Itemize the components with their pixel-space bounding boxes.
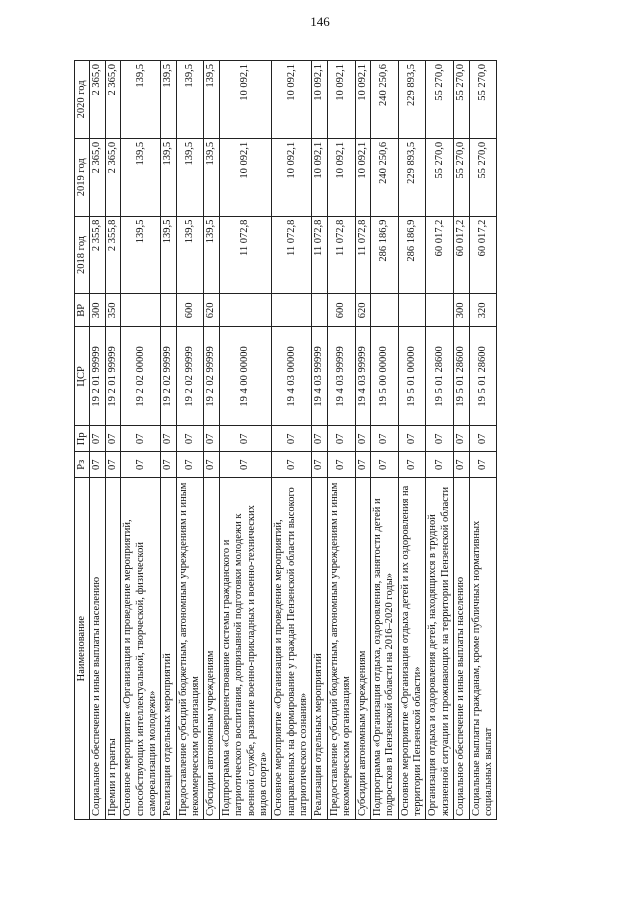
table-row: [204, 61, 219, 820]
cell-pr: 07: [355, 426, 370, 452]
cell-2020: 240 250,6: [370, 61, 398, 139]
cell-2019: 10 092,1: [327, 138, 355, 216]
table-row: [398, 61, 426, 820]
cell-2019: 55 270,0: [454, 138, 469, 216]
cell-2020: 139,5: [176, 61, 204, 139]
header-csr: ЦСР: [75, 327, 90, 426]
cell-2018: 11 072,8: [272, 216, 312, 294]
cell-2018: 139,5: [176, 216, 204, 294]
cell-2019: 10 092,1: [355, 138, 370, 216]
cell-2020: 2 365,0: [105, 61, 120, 139]
cell-2018: 139,5: [204, 216, 219, 294]
cell-2018: 60 017,2: [454, 216, 469, 294]
table-row: [219, 61, 272, 820]
cell-csr: 19 2 02 99999: [204, 327, 219, 426]
cell-2018: 11 072,8: [355, 216, 370, 294]
table-row: [105, 61, 120, 820]
cell-2019: 229 893,5: [398, 138, 426, 216]
cell-pr: 07: [426, 426, 454, 452]
cell-rz: 07: [426, 452, 454, 478]
cell-name: Реализация отдельных мероприятий: [312, 478, 327, 820]
cell-vr: [398, 294, 426, 327]
cell-2020: 10 092,1: [219, 61, 272, 139]
table-row: [121, 61, 161, 820]
cell-rz: 07: [454, 452, 469, 478]
cell-2019: 10 092,1: [219, 138, 272, 216]
header-2020: 2020 год: [75, 61, 90, 139]
cell-vr: [219, 294, 272, 327]
header-pr: Пр: [75, 426, 90, 452]
page-number: 146: [310, 14, 330, 29]
cell-pr: 07: [90, 426, 105, 452]
cell-2019: 2 365,0: [90, 138, 105, 216]
cell-csr: 19 5 01 00000: [398, 327, 426, 426]
cell-csr: 19 2 01 99999: [90, 327, 105, 426]
cell-pr: 07: [469, 426, 497, 452]
cell-rz: 07: [105, 452, 120, 478]
cell-2020: 55 270,0: [426, 61, 454, 139]
cell-pr: 07: [176, 426, 204, 452]
header-name: Наименование: [75, 478, 90, 820]
cell-rz: 07: [121, 452, 161, 478]
cell-2020: 10 092,1: [355, 61, 370, 139]
table-row: [426, 61, 454, 820]
cell-2020: 139,5: [121, 61, 161, 139]
cell-pr: 07: [121, 426, 161, 452]
cell-2018: 139,5: [121, 216, 161, 294]
cell-2020: 2 365,0: [90, 61, 105, 139]
cell-name: Основное мероприятие «Организация и проведение мероприятий, способствующих интеллектуальной, творческой, физической самореализации молодежи»: [121, 478, 161, 820]
table-row: [370, 61, 398, 820]
cell-2020: 229 893,5: [398, 61, 426, 139]
cell-2018: 139,5: [161, 216, 176, 294]
cell-csr: 19 4 03 00000: [272, 327, 312, 426]
budget-table: [74, 60, 497, 820]
cell-csr: 19 5 01 28600: [454, 327, 469, 426]
cell-pr: 07: [105, 426, 120, 452]
cell-2019: 10 092,1: [272, 138, 312, 216]
cell-name: Субсидии автономным учреждениям: [355, 478, 370, 820]
cell-2018: 11 072,8: [327, 216, 355, 294]
cell-2018: 286 186,9: [370, 216, 398, 294]
cell-2019: 55 270,0: [426, 138, 454, 216]
cell-2019: 10 092,1: [312, 138, 327, 216]
cell-vr: 350: [105, 294, 120, 327]
cell-pr: 07: [161, 426, 176, 452]
budget-table-container: [74, 60, 564, 820]
cell-vr: [121, 294, 161, 327]
cell-vr: [312, 294, 327, 327]
cell-2019: 240 250,6: [370, 138, 398, 216]
cell-csr: 19 2 02 99999: [161, 327, 176, 426]
cell-pr: 07: [454, 426, 469, 452]
cell-csr: 19 4 03 99999: [312, 327, 327, 426]
table-header-row: [75, 61, 90, 820]
cell-2020: 139,5: [204, 61, 219, 139]
cell-pr: 07: [272, 426, 312, 452]
header-2018: 2018 год: [75, 216, 90, 294]
cell-rz: 07: [398, 452, 426, 478]
cell-vr: 620: [204, 294, 219, 327]
cell-name: Предоставление субсидий бюджетным, автономным учреждениям и иным некоммерческим организациям: [176, 478, 204, 820]
cell-name: Социальные выплаты гражданам, кроме публичных нормативных социальных выплат: [469, 478, 497, 820]
cell-name: Премии и гранты: [105, 478, 120, 820]
cell-2018: 11 072,8: [219, 216, 272, 294]
cell-2019: 2 365,0: [105, 138, 120, 216]
header-vr: ВР: [75, 294, 90, 327]
cell-pr: 07: [204, 426, 219, 452]
cell-csr: 19 4 00 00000: [219, 327, 272, 426]
table-row: [161, 61, 176, 820]
cell-pr: 07: [219, 426, 272, 452]
cell-2020: 55 270,0: [454, 61, 469, 139]
cell-csr: 19 5 01 28600: [426, 327, 454, 426]
cell-pr: 07: [398, 426, 426, 452]
cell-csr: 19 2 02 00000: [121, 327, 161, 426]
cell-2018: 11 072,8: [312, 216, 327, 294]
cell-rz: 07: [219, 452, 272, 478]
header-rz: Рз: [75, 452, 90, 478]
cell-pr: 07: [327, 426, 355, 452]
cell-name: Реализация отдельных мероприятий: [161, 478, 176, 820]
cell-name: Подпрограмма «Совершенствование системы гражданского и патриотического воспитания, допризывной подготовки молодежи к военной службе, развитие военно-прикладных и военно-технических видов спорта»: [219, 478, 272, 820]
cell-name: Основное мероприятие «Организация и проведение мероприятий, направленных на формирование у граждан Пензенской области высокого патриотического сознания»: [272, 478, 312, 820]
cell-name: Социальное обеспечение и иные выплаты населению: [90, 478, 105, 820]
cell-csr: 19 2 01 99999: [105, 327, 120, 426]
cell-rz: 07: [469, 452, 497, 478]
cell-2018: 286 186,9: [398, 216, 426, 294]
cell-2020: 55 270,0: [469, 61, 497, 139]
cell-csr: 19 2 02 99999: [176, 327, 204, 426]
cell-vr: [272, 294, 312, 327]
cell-vr: 600: [327, 294, 355, 327]
cell-2018: 60 017,2: [426, 216, 454, 294]
cell-vr: 300: [454, 294, 469, 327]
table-row: [327, 61, 355, 820]
cell-rz: 07: [312, 452, 327, 478]
table-row: [90, 61, 105, 820]
cell-rz: 07: [272, 452, 312, 478]
cell-2019: 139,5: [161, 138, 176, 216]
cell-csr: 19 4 03 99999: [327, 327, 355, 426]
cell-name: Организация отдыха и оздоровления детей, находящихся в трудной жизненной ситуации и проживающих на территории Пензенской области: [426, 478, 454, 820]
cell-2019: 139,5: [121, 138, 161, 216]
table-row: [272, 61, 312, 820]
cell-pr: 07: [312, 426, 327, 452]
cell-2020: 139,5: [161, 61, 176, 139]
table-row: [355, 61, 370, 820]
cell-rz: 07: [327, 452, 355, 478]
cell-rz: 07: [161, 452, 176, 478]
cell-rz: 07: [176, 452, 204, 478]
cell-rz: 07: [90, 452, 105, 478]
cell-2019: 139,5: [204, 138, 219, 216]
cell-csr: 19 4 03 99999: [355, 327, 370, 426]
header-2019: 2019 год: [75, 138, 90, 216]
cell-vr: [370, 294, 398, 327]
cell-csr: 19 5 01 28600: [469, 327, 497, 426]
cell-rz: 07: [355, 452, 370, 478]
cell-name: Подпрограмма «Организация отдыха, оздоровления, занятости детей и подростков в Пензенской области на 2016–2020 годы»: [370, 478, 398, 820]
cell-csr: 19 5 00 00000: [370, 327, 398, 426]
table-row: [176, 61, 204, 820]
table-row: [469, 61, 497, 820]
cell-2020: 10 092,1: [272, 61, 312, 139]
cell-name: Предоставление субсидий бюджетным, автономным учреждениям и иным некоммерческим организациям: [327, 478, 355, 820]
cell-2019: 55 270,0: [469, 138, 497, 216]
cell-vr: [426, 294, 454, 327]
cell-vr: 600: [176, 294, 204, 327]
cell-name: Субсидии автономным учреждениям: [204, 478, 219, 820]
table-row: [454, 61, 469, 820]
cell-rz: 07: [204, 452, 219, 478]
cell-vr: [161, 294, 176, 327]
cell-vr: 320: [469, 294, 497, 327]
cell-name: Социальное обеспечение и иные выплаты населению: [454, 478, 469, 820]
table-body: [90, 61, 497, 820]
table-row: [312, 61, 327, 820]
cell-2018: 2 355,8: [90, 216, 105, 294]
cell-vr: 300: [90, 294, 105, 327]
cell-vr: 620: [355, 294, 370, 327]
cell-pr: 07: [370, 426, 398, 452]
cell-2020: 10 092,1: [312, 61, 327, 139]
cell-rz: 07: [370, 452, 398, 478]
cell-2020: 10 092,1: [327, 61, 355, 139]
cell-2018: 2 355,8: [105, 216, 120, 294]
cell-2019: 139,5: [176, 138, 204, 216]
cell-name: Основное мероприятие «Организация отдыха детей и их оздоровления на территории Пензенской области»: [398, 478, 426, 820]
cell-2018: 60 017,2: [469, 216, 497, 294]
